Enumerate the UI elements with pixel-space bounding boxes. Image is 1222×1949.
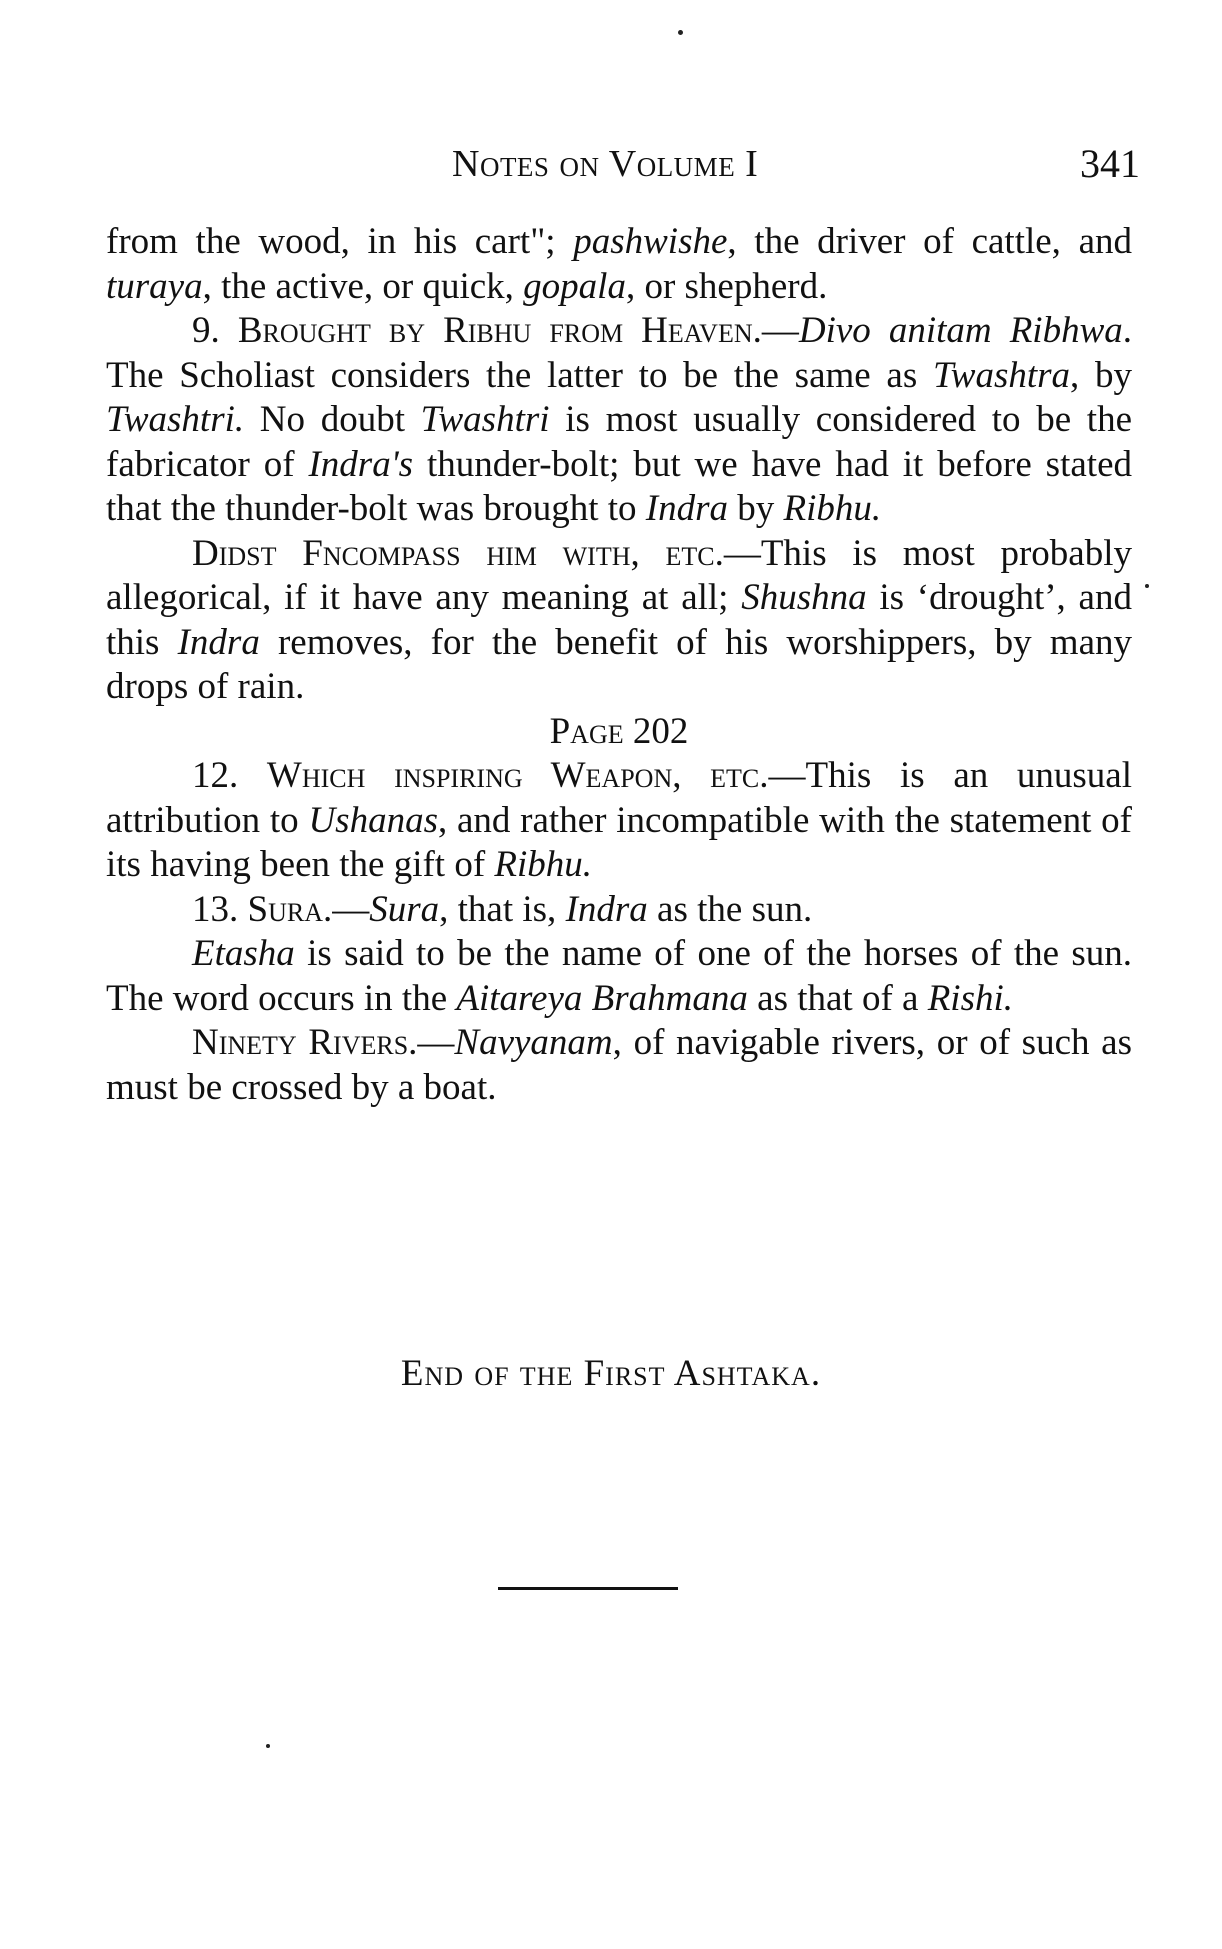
paragraph-continuation: from the wood, in his cart"; pashwishe, the driver of cattle, and turaya, the active, or quick, gopala, or shepherd.	[106, 221, 1132, 307]
note-ninety-rivers: Ninety Rivers.—Navyanam, of navigable rivers, or of such as must be crossed by a boat.	[106, 1022, 1132, 1108]
note-12: 12. Which inspiring Weapon, etc.—This is an unusual attribution to Ushanas, and rather incompatible with the statement of its having been the gift of Ribhu.	[106, 755, 1133, 885]
ink-speck	[1145, 584, 1149, 588]
page-reference-heading: Page 202	[549, 710, 689, 752]
note-didst-encompass: Didst Fncompass him with, etc.—This is most probably allegorical, if it have any meaning at all; Shushna is ‘drought’, and this Indra removes, for the benefit of his worshippers, by many drops of rain.	[106, 532, 1132, 707]
note-heading: Ninety Rivers.	[192, 1022, 418, 1063]
note-13: 13. Sura.—Sura, that is, Indra as the sun.	[192, 888, 813, 930]
note-heading: Didst Fncompass him with, etc.	[192, 532, 724, 574]
note-etasha: Etasha is said to be the name of one of the horses of the sun. The word occurs in the Aitareya Brahmana as that of a Rishi.	[106, 933, 1132, 1019]
note-9: 9. Brought by Ribhu from Heaven.—Divo anitam Ribhwa. The Scholiast considers the latter to be the same as Twashtra, by Twashtri. No doubt Twashtri is most usually considered to be the fabricator of Indra's thunder-bolt; but we have had it before stated that the thunder-bolt was brought to Indra by Ribhu.	[106, 310, 1133, 529]
ink-speck	[266, 1744, 270, 1748]
note-heading: Brought by Ribhu from Heaven.	[237, 310, 762, 351]
closing-line: End of the First Ashtaka.	[400, 1353, 822, 1394]
page-number: 341	[1080, 141, 1140, 186]
notes-body	[106, 220, 1132, 1110]
running-header: Notes on Volume I	[452, 143, 759, 185]
note-heading: Sura.	[247, 888, 333, 930]
note-heading: Which inspiring Weapon, etc.	[266, 755, 769, 796]
end-rule	[498, 1587, 678, 1590]
ink-speck	[678, 30, 683, 35]
